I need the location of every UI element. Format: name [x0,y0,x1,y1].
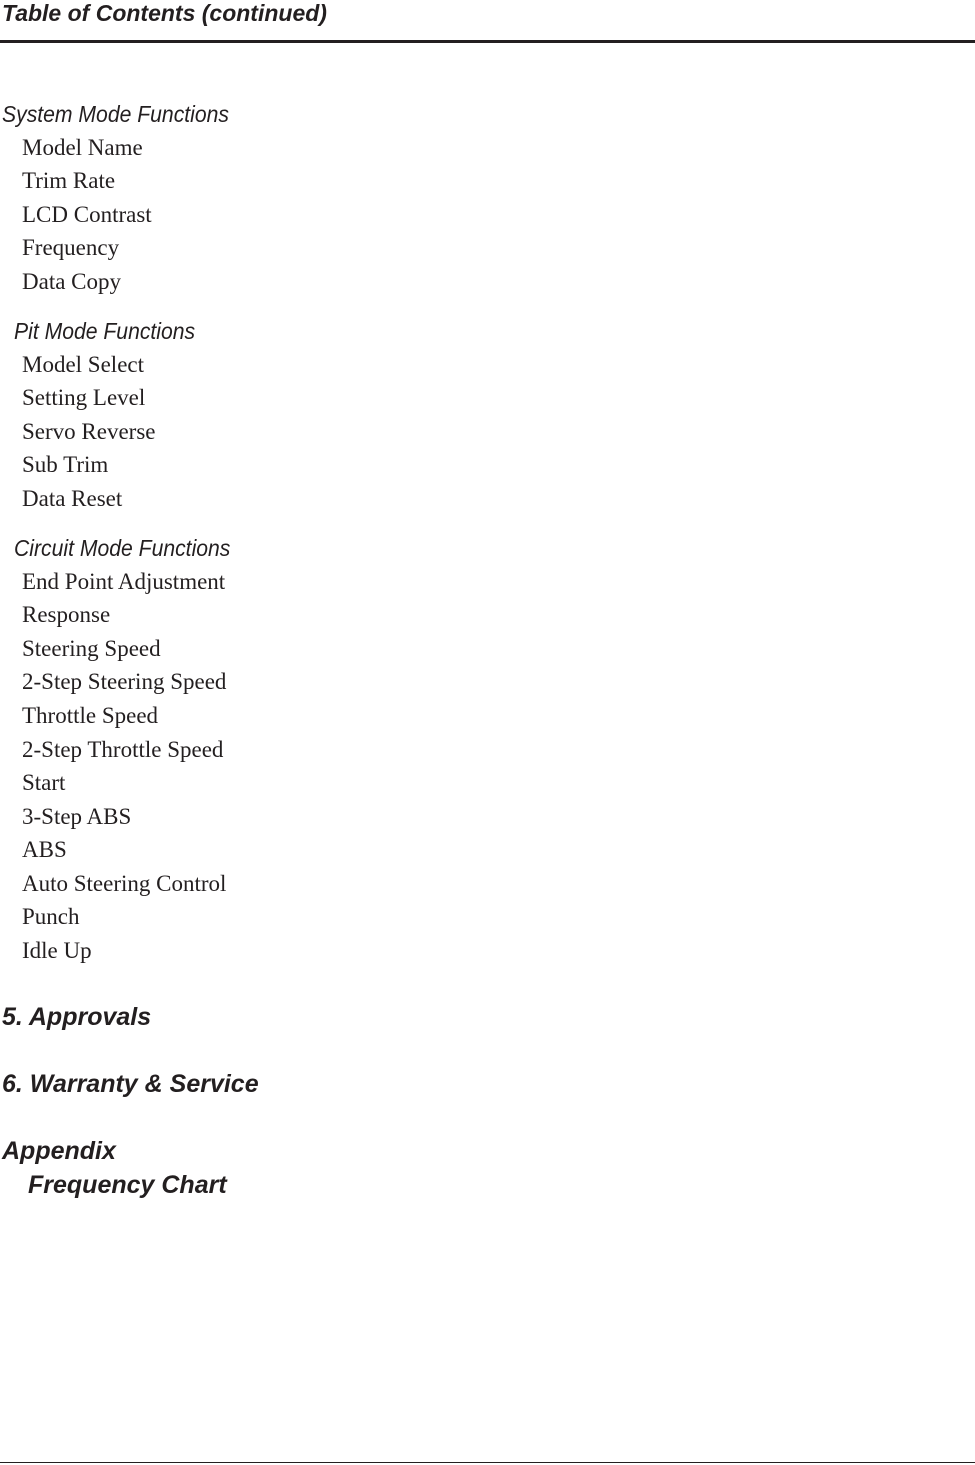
section-title-pit-mode: Pit Mode Functions [14,318,196,344]
toc-entry-trim-rate[interactable]: Trim Rate [22,168,116,193]
toc-entry-punch[interactable]: Punch [22,904,80,929]
toc-entry-data-reset[interactable]: Data Reset [22,486,123,511]
header-divider [0,40,975,43]
toc-chapter-appendix[interactable]: Appendix [2,1137,116,1165]
toc-entry-sub-trim[interactable]: Sub Trim [22,452,109,477]
toc-entry-idle-up[interactable]: Idle Up [22,938,92,963]
toc-entry-model-select[interactable]: Model Select [22,352,144,377]
toc-entry-2-step-steering-speed[interactable]: 2-Step Steering Speed [22,669,227,694]
toc-entry-3-step-abs[interactable]: 3-Step ABS [22,804,132,829]
footer-divider [0,1462,975,1463]
toc-entry-2-step-throttle-speed[interactable]: 2-Step Throttle Speed [22,737,224,762]
toc-entry-throttle-speed[interactable]: Throttle Speed [22,703,159,728]
toc-entry-setting-level[interactable]: Setting Level [22,385,146,410]
toc-entry-steering-speed[interactable]: Steering Speed [22,636,161,661]
toc-entry-auto-steering-control[interactable]: Auto Steering Control [22,871,227,896]
toc-entry-start[interactable]: Start [22,770,66,795]
toc-entry-model-name[interactable]: Model Name [22,135,143,160]
section-title-circuit-mode: Circuit Mode Functions [14,535,231,561]
toc-entry-servo-reverse[interactable]: Servo Reverse [22,419,156,444]
toc-entry-lcd-contrast[interactable]: LCD Contrast [22,202,152,227]
toc-entry-frequency-chart[interactable]: Frequency Chart [28,1171,227,1199]
toc-chapter-approvals[interactable]: 5. Approvals [2,1003,152,1031]
section-title-system-mode: System Mode Functions [2,101,229,127]
toc-entry-response[interactable]: Response [22,602,111,627]
page-title: Table of Contents (continued) [2,0,327,26]
toc-entry-frequency[interactable]: Frequency [22,235,120,260]
toc-chapter-warranty-service[interactable]: 6. Warranty & Service [2,1070,259,1098]
toc-entry-end-point-adjustment[interactable]: End Point Adjustment [22,569,226,594]
toc-entry-abs[interactable]: ABS [22,837,67,862]
toc-entry-data-copy[interactable]: Data Copy [22,269,122,294]
